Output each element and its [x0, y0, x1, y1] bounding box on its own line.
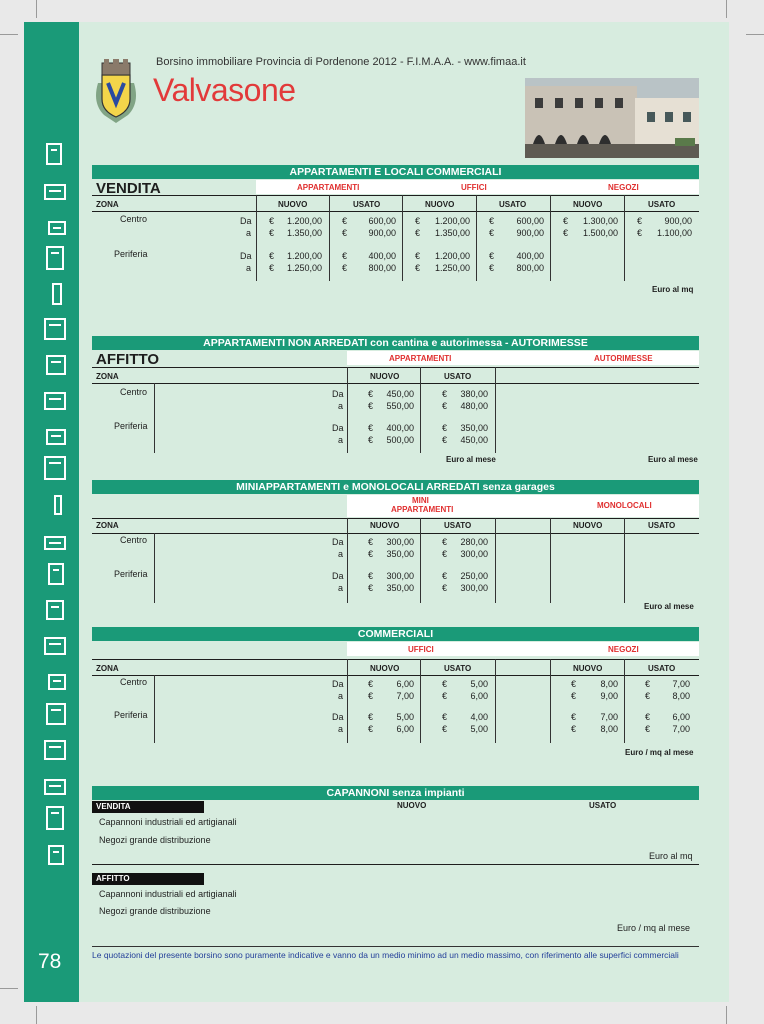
- usato-header: USATO: [648, 521, 676, 530]
- euro-sign: €: [368, 549, 374, 559]
- usato-header: USATO: [648, 200, 676, 209]
- commerciali-category-bar: [347, 642, 699, 656]
- nuovo-header: NUOVO: [370, 372, 400, 381]
- a-label: a: [338, 401, 344, 411]
- crop-mark: [726, 0, 727, 18]
- price-cell: 6,00: [396, 724, 414, 734]
- price-cell: 1.200,00: [286, 216, 322, 226]
- da-label: Da: [332, 537, 344, 547]
- euro-sign: €: [368, 571, 374, 581]
- price-cell: 9,00: [600, 691, 618, 701]
- building-icon: [44, 350, 68, 375]
- euro-sign: €: [342, 216, 348, 226]
- euro-sign: €: [269, 263, 275, 273]
- price-cell: 500,00: [386, 435, 414, 445]
- column-divider: [154, 533, 155, 603]
- price-cell: 600,00: [368, 216, 396, 226]
- euro-sign: €: [442, 691, 448, 701]
- price-cell: 300,00: [460, 583, 488, 593]
- da-label: Da: [332, 679, 344, 689]
- zona-header: ZONA: [96, 200, 119, 209]
- usato-header: USATO: [444, 664, 472, 673]
- euro-sign: €: [489, 216, 495, 226]
- price-cell: 1.250,00: [434, 263, 470, 273]
- euro-sign: €: [442, 435, 448, 445]
- euro-sign: €: [368, 401, 374, 411]
- divider: [92, 675, 699, 676]
- price-cell: 7,00: [672, 724, 690, 734]
- usato-header: USATO: [499, 200, 527, 209]
- euro-sign: €: [269, 216, 275, 226]
- price-cell: 250,00: [460, 571, 488, 581]
- building-icon: [44, 385, 68, 410]
- coat-of-arms-icon: [88, 53, 144, 125]
- affitto-cat-appartamenti: APPARTAMENTI: [389, 354, 452, 363]
- price-cell: 1.250,00: [286, 263, 322, 273]
- euro-sign: €: [368, 583, 374, 593]
- price-cell: 8,00: [600, 724, 618, 734]
- a-label: a: [338, 724, 344, 734]
- price-cell: 350,00: [386, 583, 414, 593]
- a-label: a: [338, 691, 344, 701]
- capannoni-band: CAPANNONI senza impianti: [92, 786, 699, 800]
- euro-sign: €: [342, 263, 348, 273]
- affitto-band: APPARTAMENTI NON ARREDATI con cantina e autorimessa - AUTORIMESSE: [92, 336, 699, 350]
- da-label: Da: [332, 571, 344, 581]
- column-divider: [495, 367, 496, 453]
- crop-mark: [36, 1006, 37, 1024]
- euro-sign: €: [368, 389, 374, 399]
- column-divider: [154, 383, 155, 453]
- zona-header: ZONA: [96, 664, 119, 673]
- building-icon: [44, 245, 68, 270]
- price-cell: 300,00: [460, 549, 488, 559]
- euro-sign: €: [645, 691, 651, 701]
- euro-sign: €: [368, 435, 374, 445]
- price-cell: 8,00: [672, 691, 690, 701]
- euro-sign: €: [442, 389, 448, 399]
- building-icon: [44, 140, 68, 165]
- euro-sign: €: [269, 228, 275, 238]
- a-label: a: [246, 263, 252, 273]
- euro-sign: €: [415, 216, 421, 226]
- euro-sign: €: [415, 263, 421, 273]
- euro-sign: €: [368, 712, 374, 722]
- building-icon: [44, 770, 68, 795]
- euro-sign: €: [368, 679, 374, 689]
- divider: [92, 367, 699, 368]
- zona-header: ZONA: [96, 372, 119, 381]
- price-cell: 350,00: [386, 549, 414, 559]
- zone-label: Centro: [120, 214, 148, 224]
- a-label: a: [338, 549, 344, 559]
- price-cell: 900,00: [368, 228, 396, 238]
- unit-note: Euro / mq al mese: [617, 923, 691, 933]
- zone-label: Periferia: [114, 569, 148, 579]
- price-cell: 400,00: [516, 251, 544, 261]
- price-cell: 8,00: [600, 679, 618, 689]
- euro-sign: €: [645, 712, 651, 722]
- euro-sign: €: [442, 571, 448, 581]
- da-label: Da: [332, 423, 344, 433]
- nuovo-header: NUOVO: [278, 200, 308, 209]
- list-item: Negozi grande distribuzione: [99, 906, 211, 916]
- column-divider: [495, 659, 496, 743]
- a-label: a: [338, 583, 344, 593]
- price-cell: 900,00: [664, 216, 692, 226]
- column-divider: [420, 518, 421, 603]
- price-cell: 550,00: [386, 401, 414, 411]
- nuovo-header: NUOVO: [573, 521, 603, 530]
- usato-header: USATO: [648, 664, 676, 673]
- mini-cat-line1: MINI: [412, 496, 429, 505]
- header-source: Borsino immobiliare Provincia di Pordenone 2012 - F.I.M.A.A. - www.fimaa.it: [156, 56, 526, 68]
- euro-sign: €: [571, 691, 577, 701]
- crop-mark: [0, 34, 18, 35]
- crop-mark: [0, 988, 18, 989]
- footer-disclaimer: Le quotazioni del presente borsino sono puramente indicative e vanno da un medio minimo ad un medio massimo, con riferimento alle superfici commerciali: [92, 950, 679, 960]
- vendita-cat-appartamenti: APPARTAMENTI: [297, 183, 360, 192]
- price-cell: 1.100,00: [656, 228, 692, 238]
- house-icon: [44, 420, 68, 445]
- price-cell: 1.200,00: [434, 251, 470, 261]
- building-icon: [44, 735, 68, 760]
- zone-label: Periferia: [114, 249, 148, 259]
- usato-header: USATO: [444, 372, 472, 381]
- mini-section: [92, 480, 699, 610]
- euro-sign: €: [442, 401, 448, 411]
- euro-sign: €: [442, 724, 448, 734]
- da-label: Da: [240, 216, 252, 226]
- euro-sign: €: [637, 228, 643, 238]
- column-divider: [420, 659, 421, 743]
- euro-sign: €: [342, 251, 348, 261]
- euro-sign: €: [442, 537, 448, 547]
- euro-sign: €: [563, 228, 569, 238]
- price-cell: 300,00: [386, 537, 414, 547]
- column-divider: [256, 195, 257, 281]
- divider: [92, 518, 699, 519]
- building-icon: [44, 805, 68, 830]
- price-cell: 7,00: [672, 679, 690, 689]
- divider: [92, 195, 699, 196]
- euro-sign: €: [637, 216, 643, 226]
- euro-sign: €: [489, 228, 495, 238]
- building-icon: [44, 840, 68, 865]
- vendita-label: VENDITA: [92, 801, 204, 813]
- nuovo-header: NUOVO: [397, 801, 427, 810]
- zona-header: ZONA: [96, 521, 119, 530]
- divider: [92, 659, 699, 660]
- price-cell: 380,00: [460, 389, 488, 399]
- mini-band: MINIAPPARTAMENTI e MONOLOCALI ARREDATI senza garages: [92, 480, 699, 494]
- vendita-title: VENDITA: [96, 180, 161, 197]
- a-label: a: [338, 435, 344, 445]
- euro-sign: €: [442, 549, 448, 559]
- nuovo-header: NUOVO: [425, 200, 455, 209]
- unit-note: Euro al mese: [644, 602, 694, 611]
- price-cell: 450,00: [460, 435, 488, 445]
- vendita-cat-uffici: UFFICI: [461, 183, 487, 192]
- nuovo-header: NUOVO: [573, 200, 603, 209]
- commerciali-cat-negozi: NEGOZI: [608, 645, 639, 654]
- price-cell: 1.200,00: [434, 216, 470, 226]
- euro-sign: €: [442, 679, 448, 689]
- town-photo: [525, 78, 699, 158]
- euro-sign: €: [489, 263, 495, 273]
- unit-note: Euro al mq: [652, 285, 694, 294]
- column-divider: [550, 659, 551, 743]
- column-divider: [329, 195, 330, 281]
- euro-sign: €: [563, 216, 569, 226]
- price-cell: 300,00: [386, 571, 414, 581]
- price-cell: 350,00: [460, 423, 488, 433]
- house-icon: [44, 210, 68, 235]
- euro-sign: €: [571, 724, 577, 734]
- list-item: Capannoni industriali ed artigianali: [99, 817, 237, 827]
- mini-cat-monolocali: MONOLOCALI: [597, 501, 652, 510]
- usato-header: USATO: [589, 801, 617, 810]
- price-cell: 6,00: [470, 691, 488, 701]
- crop-mark: [36, 0, 37, 18]
- tower-icon: [44, 490, 68, 515]
- euro-sign: €: [571, 679, 577, 689]
- mini-cat-line2: APPARTAMENTI: [391, 505, 454, 514]
- vendita-cat-negozi: NEGOZI: [608, 183, 639, 192]
- usato-header: USATO: [353, 200, 381, 209]
- building-icon: [44, 315, 68, 340]
- column-divider: [154, 675, 155, 743]
- euro-sign: €: [645, 724, 651, 734]
- building-icon: [44, 455, 68, 480]
- price-cell: 800,00: [368, 263, 396, 273]
- euro-sign: €: [415, 251, 421, 261]
- zone-label: Centro: [120, 535, 148, 545]
- da-label: Da: [332, 389, 344, 399]
- da-label: Da: [240, 251, 252, 261]
- a-label: a: [246, 228, 252, 238]
- price-cell: 1.200,00: [286, 251, 322, 261]
- zone-label: Centro: [120, 677, 148, 687]
- price-cell: 5,00: [470, 679, 488, 689]
- price-cell: 280,00: [460, 537, 488, 547]
- unit-note: Euro / mq al mese: [625, 748, 694, 757]
- price-cell: 450,00: [386, 389, 414, 399]
- commerciali-section: [92, 627, 699, 757]
- price-cell: 6,00: [396, 679, 414, 689]
- unit-note: Euro al mq: [649, 851, 693, 861]
- euro-sign: €: [368, 423, 374, 433]
- column-divider: [476, 195, 477, 281]
- building-icon: [44, 700, 68, 725]
- commerciali-cat-uffici: UFFICI: [408, 645, 434, 654]
- page-number: 78: [38, 950, 62, 973]
- euro-sign: €: [571, 712, 577, 722]
- capannoni-section: [92, 786, 699, 936]
- euro-sign: €: [442, 712, 448, 722]
- nuovo-header: NUOVO: [370, 521, 400, 530]
- building-icon: [44, 630, 68, 655]
- zone-label: Periferia: [114, 421, 148, 431]
- building-icon: [44, 175, 68, 200]
- euro-sign: €: [368, 537, 374, 547]
- euro-sign: €: [442, 583, 448, 593]
- crop-mark: [726, 1006, 727, 1024]
- unit-note: Euro al mese: [446, 455, 496, 464]
- euro-sign: €: [368, 724, 374, 734]
- unit-note: Euro al mese: [648, 455, 698, 464]
- euro-sign: €: [342, 228, 348, 238]
- crop-mark: [746, 34, 764, 35]
- column-divider: [624, 518, 625, 603]
- column-divider: [420, 367, 421, 453]
- nuovo-header: NUOVO: [573, 664, 603, 673]
- list-item: Negozi grande distribuzione: [99, 835, 211, 845]
- da-label: Da: [332, 712, 344, 722]
- divider: [92, 864, 699, 865]
- price-cell: 1.500,00: [582, 228, 618, 238]
- column-divider: [550, 195, 551, 281]
- euro-sign: €: [489, 251, 495, 261]
- divider: [92, 383, 699, 384]
- sidebar: [24, 22, 79, 1002]
- price-cell: 5,00: [470, 724, 488, 734]
- commerciali-band: COMMERCIALI: [92, 627, 699, 641]
- column-divider: [347, 367, 348, 453]
- price-cell: 6,00: [672, 712, 690, 722]
- price-cell: 1.300,00: [582, 216, 618, 226]
- vendita-section: [92, 165, 699, 295]
- column-divider: [402, 195, 403, 281]
- nuovo-header: NUOVO: [370, 664, 400, 673]
- price-cell: 900,00: [516, 228, 544, 238]
- divider: [92, 533, 699, 534]
- price-cell: 4,00: [470, 712, 488, 722]
- price-cell: 400,00: [386, 423, 414, 433]
- affitto-title: AFFITTO: [96, 351, 160, 368]
- page-title: Valvasone: [153, 72, 296, 108]
- building-icons-column: [44, 140, 74, 875]
- usato-header: USATO: [444, 521, 472, 530]
- price-cell: 800,00: [516, 263, 544, 273]
- price-cell: 600,00: [516, 216, 544, 226]
- price-cell: 5,00: [396, 712, 414, 722]
- divider: [92, 211, 699, 212]
- column-divider: [624, 659, 625, 743]
- price-cell: 1.350,00: [286, 228, 322, 238]
- list-item: Capannoni industriali ed artigianali: [99, 889, 237, 899]
- affitto-label: AFFITTO: [92, 873, 204, 885]
- affitto-section: [92, 336, 699, 466]
- price-cell: 480,00: [460, 401, 488, 411]
- affitto-cat-autorimesse: AUTORIMESSE: [594, 354, 653, 363]
- price-cell: 7,00: [396, 691, 414, 701]
- column-divider: [347, 518, 348, 603]
- building-icon: [44, 595, 68, 620]
- euro-sign: €: [645, 679, 651, 689]
- column-divider: [624, 195, 625, 281]
- house-icon: [44, 665, 68, 690]
- price-cell: 7,00: [600, 712, 618, 722]
- divider: [92, 946, 699, 947]
- price-cell: 1.350,00: [434, 228, 470, 238]
- column-divider: [550, 518, 551, 603]
- euro-sign: €: [442, 423, 448, 433]
- vendita-band: APPARTAMENTI E LOCALI COMMERCIALI: [92, 165, 699, 179]
- church-icon: [44, 560, 68, 585]
- euro-sign: €: [269, 251, 275, 261]
- euro-sign: €: [415, 228, 421, 238]
- zone-label: Centro: [120, 387, 148, 397]
- column-divider: [495, 518, 496, 603]
- price-cell: 400,00: [368, 251, 396, 261]
- zone-label: Periferia: [114, 710, 148, 720]
- building-icon: [44, 525, 68, 550]
- tower-icon: [44, 280, 68, 305]
- column-divider: [347, 659, 348, 743]
- euro-sign: €: [368, 691, 374, 701]
